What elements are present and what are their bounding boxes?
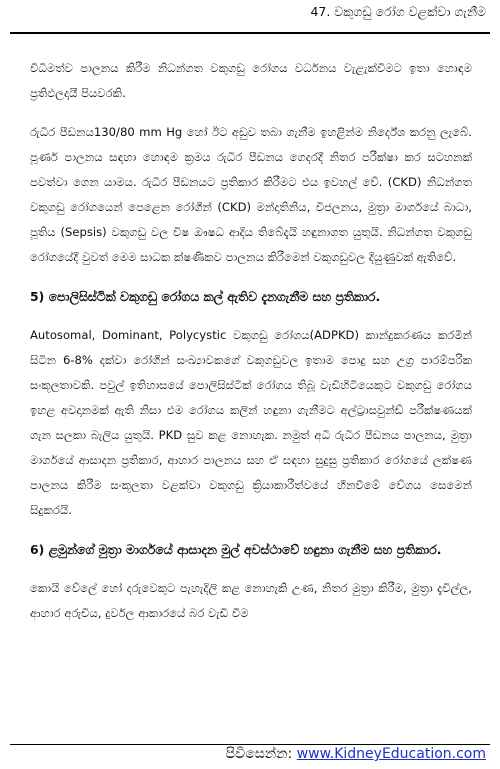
footer-rule — [10, 744, 490, 745]
page-footer — [226, 746, 486, 762]
paragraph-child-symptoms: කොයි වේලේ හෝ දරුවෙකුට පැහැදිලි කළ නොහැකි උණ, නිතර මුත්‍රා කිරීම, මුත්‍රා දැවිල්ල, ආහාර අරුචිය, දුර්වල ආකාරයේ බර වැඩි වීම — [30, 581, 472, 620]
website-link[interactable]: www.KidneyEducation.com — [296, 746, 486, 762]
paragraph-bp-control-intro: විධිමත්ව පාලනය කිරීම නිධන්ගත වකුගඩු රෝගය වර්ධනය වැළැක්වීමට ඉතා හොඳම ප්‍රතිඵලදායී පියවරකි. — [30, 61, 472, 100]
section-heading-polycystic: 5) පොලිසිස්ටික් වකුගඩු රෝගය කල් ඇතිව දැනගැනීම සහ ප්‍රතිකාර. — [30, 289, 381, 304]
section-heading-child-uti: 6) ළමුන්ගේ මුත්‍රා මාර්ගයේ ආසාදන මුල් අවස්ථාවේ හඳුනා ගැනීම සහ ප්‍රතිකාර. — [30, 542, 442, 557]
running-header: 47. වකුගඩු රෝග වළක්වා ගැනීම — [310, 4, 486, 19]
paragraph-blood-pressure: රුධිර පීඩනය130/80 mm Hg හෝ ඊට අඩුව තබා ගැනීම ඉහළින්ම නිර්දේශ කරනු ලැබේ. පූර්ණ පාලනය සඳහා හොඳම ක්‍රමය රුධිර පීඩනය ගෙදරදී නිතර පරීක්ෂා කර සටහනක් පවත්වා ගෙන යාමය. රුධිර පීඩනයට ප්‍රතිකාර කිරීමට එය ඉවහල් වේ. (CKD) නිධන්ගත වකුගඩු රෝගයෙන් පෙළෙන රෝගීන් (CKD) මන්දාතිනිය, විජලනය, මුත්‍රා මාර්ගයේ බාධා, පූතිය (Sepsis) වකුගඩු වල විෂ ඖෂධ ආදිය තිබේදැයි හඳුනාගත යුතුයි. නිධන්ගත වකුගඩු රෝගයේදී වුවත් මෙම සාධක ක්ෂණිකව පාලනය කිරීමෙන් වකුගඩුවල දියුණුවක් ඇතිවේ. — [30, 125, 472, 264]
header-rule — [10, 32, 490, 34]
footer-prefix: පිවිසෙන්න: — [225, 746, 297, 762]
page-body — [30, 56, 472, 640]
paragraph-adpkd: Autosomal, Dominant, Polycystic වකුගඩු රෝගය(ADPKD) කාන්දුකරණය කරමින් සිටින 6-8% දක්වා රෝගීන් සංඛ්‍යාවකගේ වකුගඩුවල ඉතාම පොදු සහ උග්‍ර පාරම්පරික සංකූලතාවකි. පවුල් ඉතිහාසයේ පොලිසිස්ටික් රෝගය තිබූ වැඩිහිටියෙකුට වකුගඩු රෝගය ඉහළ අවදානමක් ඇති නිසා එම රෝගය කලින් හඳුනා ගැනීමට අල්ට්‍රාසවුන්ඩ් පරීක්ෂණයක් ගැන සලකා බැලිය යුතුයි. PKD සුව කළ නොහැක. නමුත් අධි රුධිර පීඩනය පාලනය, මුත්‍රා මාර්ගයේ ආසාදන ප්‍රතිකාර, ආහාර පාලනය සහ ඒ සඳහා සුදුසු ප්‍රතිකාර රෝගයේ ලක්ෂණ පාලනය කිරීම සංකූලතා වළක්වා වකුගඩු ක්‍රියාකාරීත්වයේ හීනවීමේ වේගය සෙමෙන් සිදුකරයි. — [30, 328, 472, 517]
